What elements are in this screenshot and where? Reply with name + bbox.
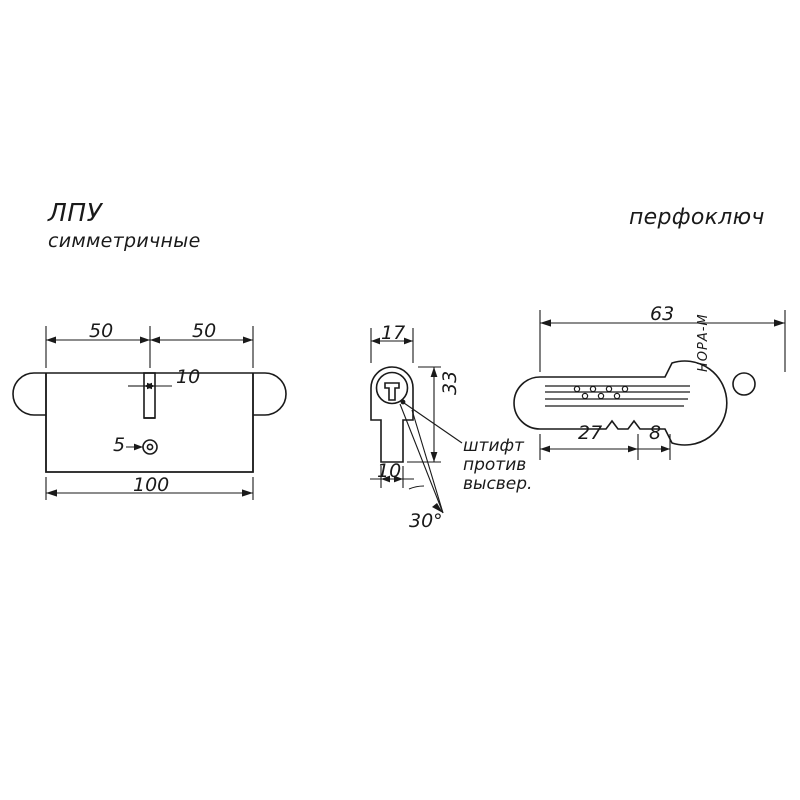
anti-drill-pin-leader — [401, 400, 462, 443]
title-left-line1: ЛПУ — [48, 198, 103, 227]
key-blade-grooves — [545, 386, 690, 406]
dim-angle-30 — [400, 404, 443, 513]
dim-label-screw: 5 — [113, 434, 126, 456]
cylinder-head-lines — [46, 373, 253, 415]
dim-label-right-half: 50 — [192, 320, 217, 342]
dim-label-key-bow-part: 8 — [649, 422, 662, 444]
fixing-screw — [143, 440, 157, 454]
title-right: перфоключ — [629, 205, 765, 230]
dim-label-angle: 30° — [409, 510, 443, 532]
dim-label-total-length: 100 — [133, 474, 170, 496]
note-anti-drill-line3: высвер. — [463, 474, 533, 494]
dim-label-key-blade: 27 — [578, 422, 603, 444]
key-brand-label: НОРА-М — [696, 313, 711, 372]
keyway-slot — [385, 383, 399, 400]
key-bow-hole — [733, 373, 755, 395]
note-anti-drill-line1: штифт — [463, 436, 524, 456]
cylinder-plug-circle — [377, 373, 408, 404]
dim-screw-leader — [126, 444, 143, 451]
dim-label-section-height: 33 — [439, 370, 461, 395]
dim-label-section-width: 17 — [381, 322, 406, 344]
dim-label-key-total: 63 — [650, 303, 675, 325]
title-left-line2: симметричные — [48, 230, 201, 252]
cylinder-cam — [144, 373, 155, 418]
dim-label-left-half: 50 — [89, 320, 114, 342]
note-anti-drill-line2: против — [463, 455, 527, 475]
dim-label-keyway-width: 10 — [377, 460, 402, 482]
dim-cam-width — [128, 383, 172, 389]
key-outline — [514, 361, 727, 445]
dim-label-cam-width: 10 — [176, 366, 201, 388]
